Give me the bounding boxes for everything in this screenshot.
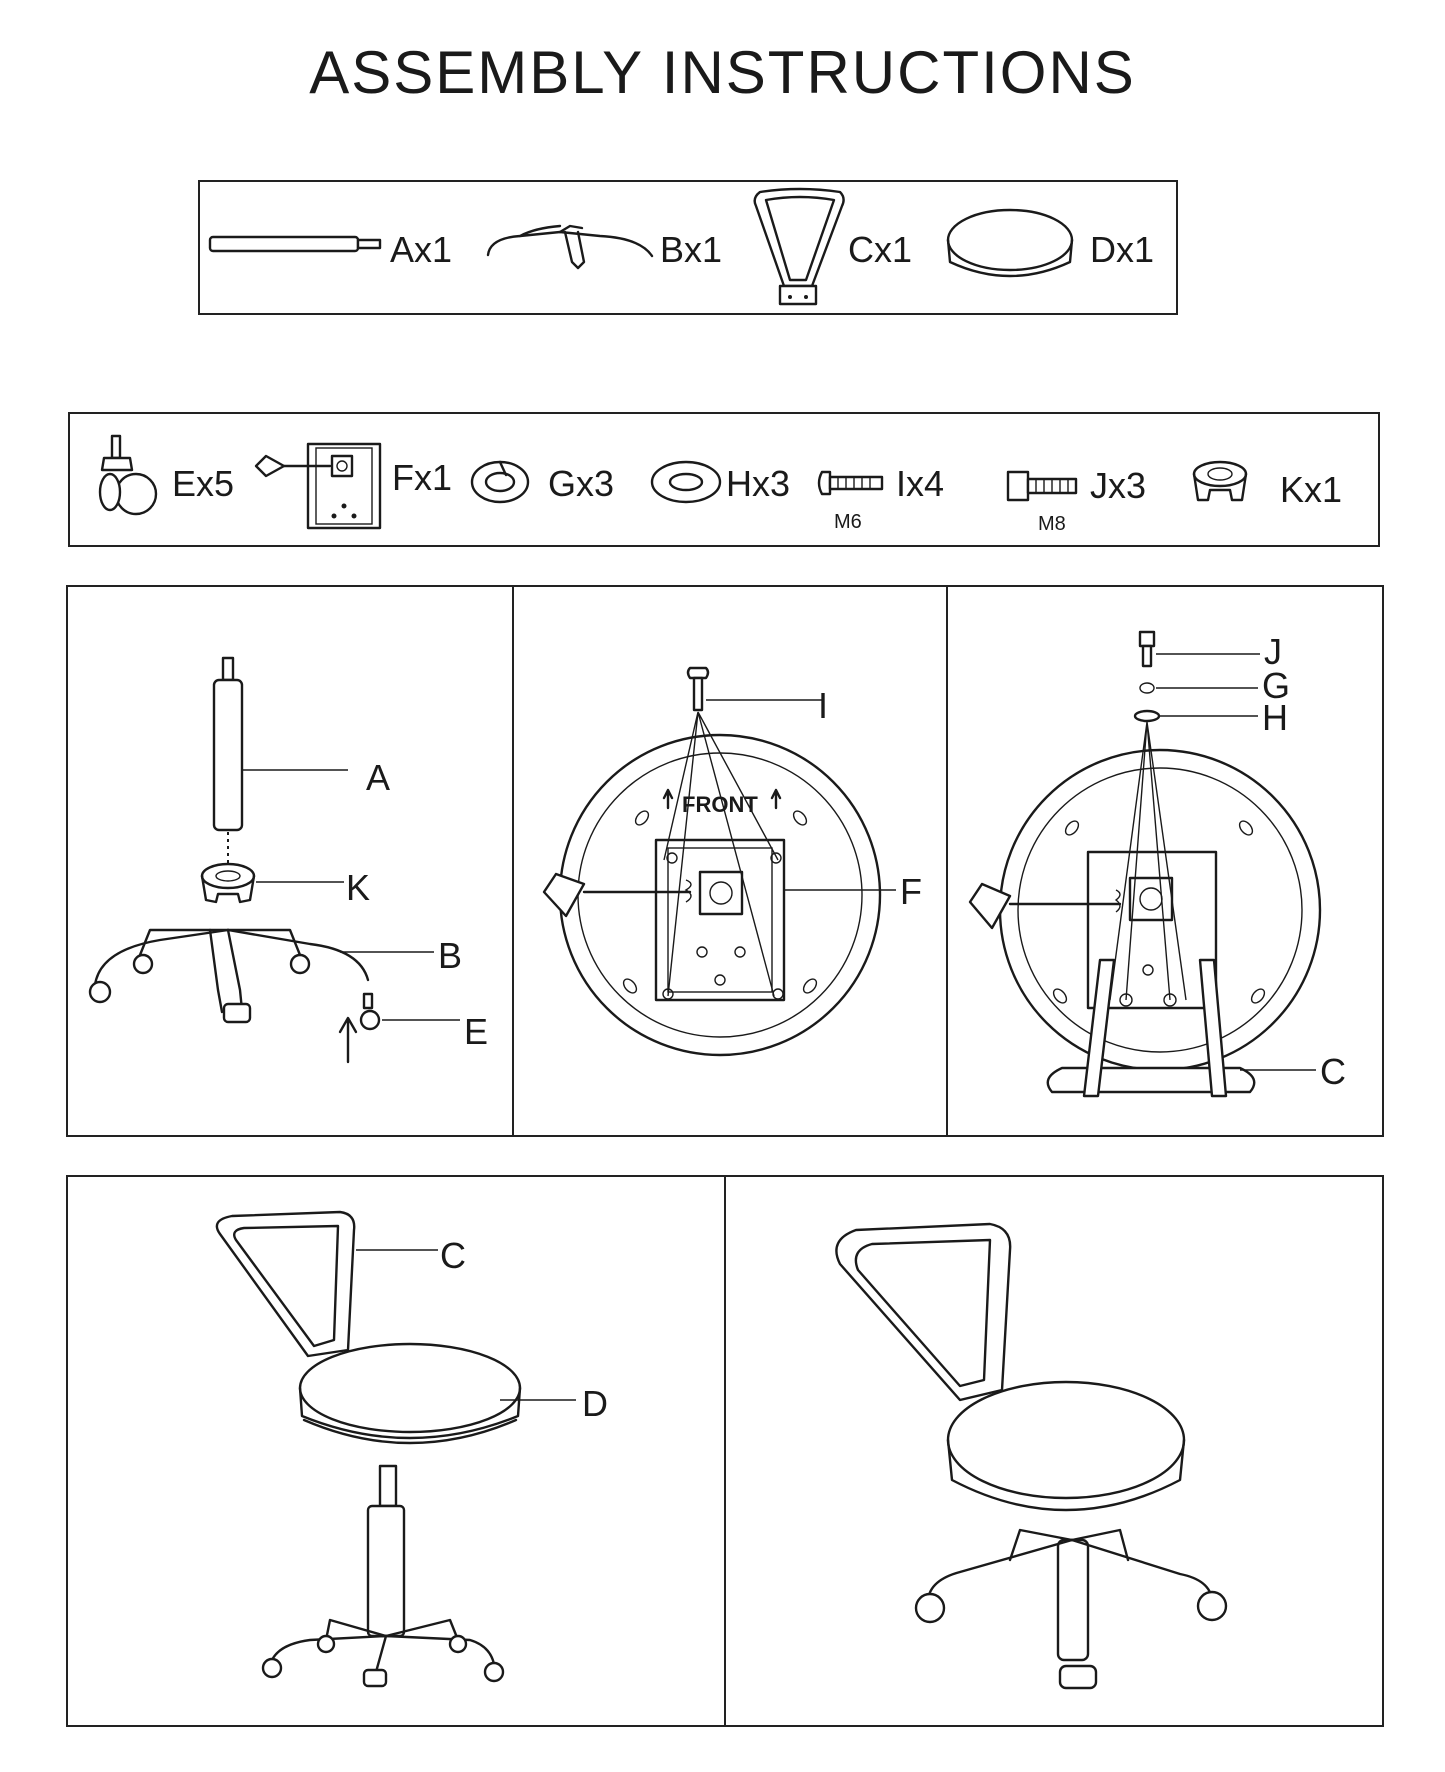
m6-screw-icon: [819, 472, 882, 494]
star-base-icon: [488, 226, 652, 268]
part-h-label: Hx3: [726, 463, 791, 504]
spring-washer-icon: [472, 462, 528, 502]
m8-bolt-icon: [1008, 472, 1076, 500]
step3-label-j: J: [1264, 631, 1282, 672]
step5-drawing: [836, 1224, 1226, 1688]
seat-cushion-icon: [948, 210, 1072, 276]
part-j-size: M8: [1038, 513, 1066, 535]
part-i-label: Ix4: [896, 463, 945, 504]
step2-label-f: F: [900, 871, 922, 912]
step3-label-c: C: [1320, 1051, 1346, 1092]
part-g-label: Gx3: [548, 463, 615, 504]
page-title: ASSEMBLY INSTRUCTIONS: [309, 39, 1136, 106]
part-j-label: Jx3: [1090, 465, 1147, 506]
step1-label-a: A: [366, 757, 391, 798]
part-c-label: Cx1: [848, 229, 913, 270]
step2-label-i: I: [818, 685, 829, 726]
step3-label-h: H: [1262, 697, 1288, 738]
backrest-frame-icon: [755, 189, 844, 304]
seat-mechanism-plate-icon: [256, 444, 380, 528]
cylinder-cover-icon: [1194, 462, 1246, 500]
caster-wheel-icon: [100, 436, 156, 514]
part-i-size: M6: [834, 511, 862, 533]
step1-label-k: K: [346, 867, 371, 908]
gas-cylinder-icon: [210, 237, 380, 251]
flat-washer-icon: [652, 462, 720, 502]
step1-label-b: B: [438, 935, 463, 976]
part-a-label: Ax1: [390, 229, 453, 270]
step4-label-d: D: [582, 1383, 608, 1424]
step4-label-c: C: [440, 1235, 466, 1276]
part-k-label: Kx1: [1280, 469, 1343, 510]
step1-drawing: [90, 658, 463, 1062]
step3-label-g: G: [1262, 665, 1291, 706]
part-b-label: Bx1: [660, 229, 723, 270]
front-text: FRONT: [682, 792, 758, 817]
part-e-label: Ex5: [172, 463, 235, 504]
step1-label-e: E: [464, 1011, 489, 1052]
part-f-label: Fx1: [392, 457, 453, 498]
step4-drawing: [217, 1212, 576, 1686]
step2-drawing: [544, 668, 896, 1055]
part-d-label: Dx1: [1090, 229, 1155, 270]
